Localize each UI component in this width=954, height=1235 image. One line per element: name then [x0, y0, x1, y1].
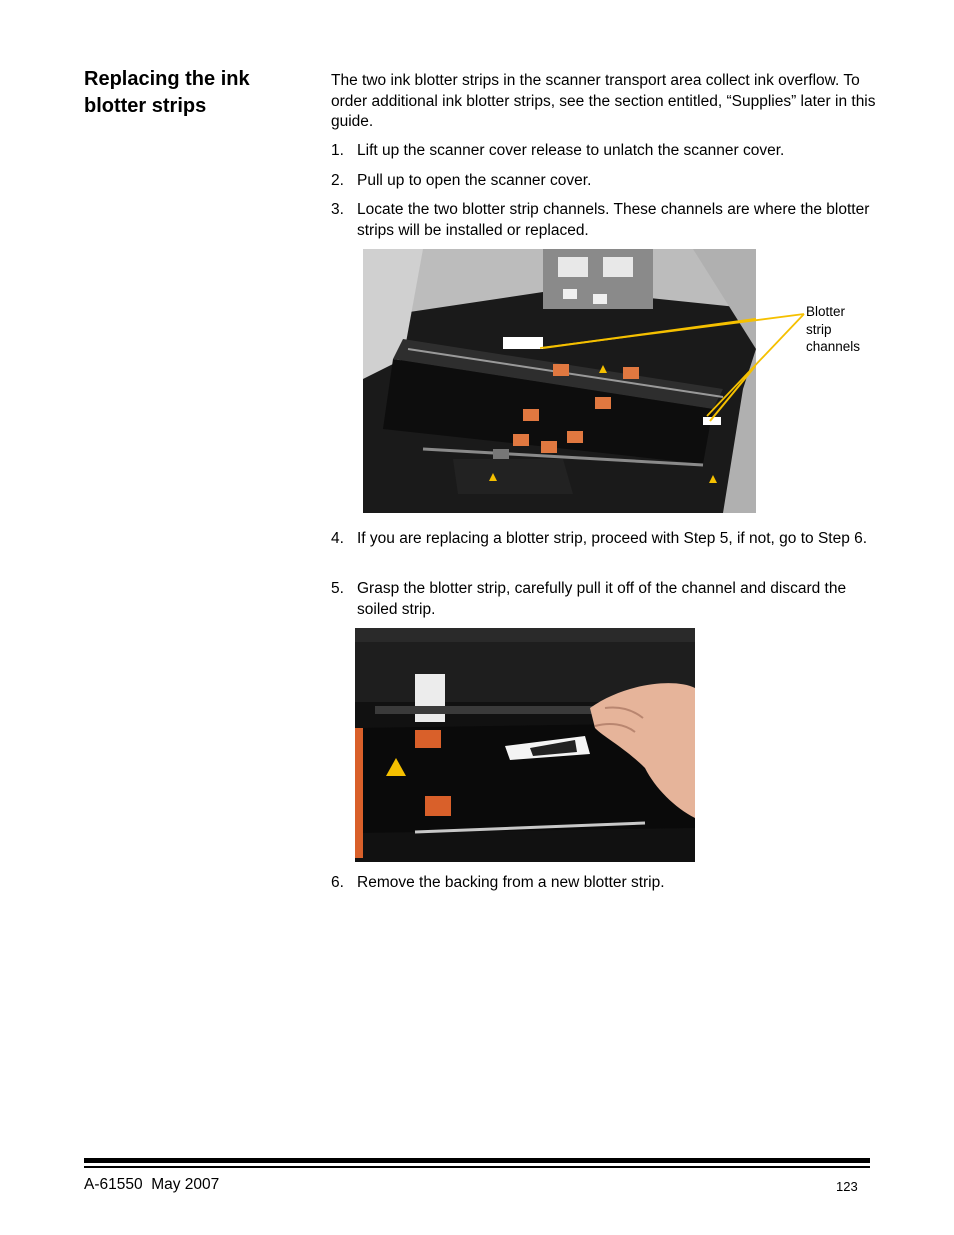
step-number: 1. — [331, 142, 344, 159]
callout-leader-lines — [540, 310, 810, 420]
step-text: Locate the two blotter strip channels. These channels are where the blotter strips will be installed or replaced. — [357, 201, 870, 239]
step-number: 4. — [331, 530, 344, 547]
intro-paragraph: The two ink blotter strips in the scanner transport area collect ink overflow. To order additional ink blotter strips, see the section entitled, “Supplies” later in this guide. — [331, 72, 876, 130]
step-number: 2. — [331, 172, 344, 189]
blotter-strip-channels-callout: Blotter strip channels — [806, 304, 861, 354]
remove-blotter-strip-photo — [355, 628, 695, 862]
page-number: 123 — [836, 1179, 858, 1194]
step-6 — [331, 873, 876, 894]
step-3 — [331, 200, 876, 241]
step-text: Grasp the blotter strip, carefully pull it off of the channel and discard the soiled strip. — [357, 580, 847, 618]
step-number: 5. — [331, 580, 344, 597]
step-2 — [331, 171, 876, 192]
step-1 — [331, 141, 876, 162]
section-title: Replacing the ink blotter strips — [84, 68, 250, 117]
step-5 — [331, 579, 876, 620]
step-4 — [331, 529, 876, 550]
footer-doc-id: A-61550 May 2007 — [84, 1176, 220, 1193]
footer-rule-thick — [84, 1158, 870, 1163]
step-number: 6. — [331, 874, 344, 891]
step-text: Pull up to open the scanner cover. — [357, 172, 592, 189]
step-text: Lift up the scanner cover release to unlatch the scanner cover. — [357, 142, 785, 159]
footer-rule-thin — [84, 1166, 870, 1168]
step-text: If you are replacing a blotter strip, proceed with Step 5, if not, go to Step 6. — [357, 530, 868, 547]
step-number: 3. — [331, 201, 344, 218]
step-text: Remove the backing from a new blotter strip. — [357, 874, 665, 891]
